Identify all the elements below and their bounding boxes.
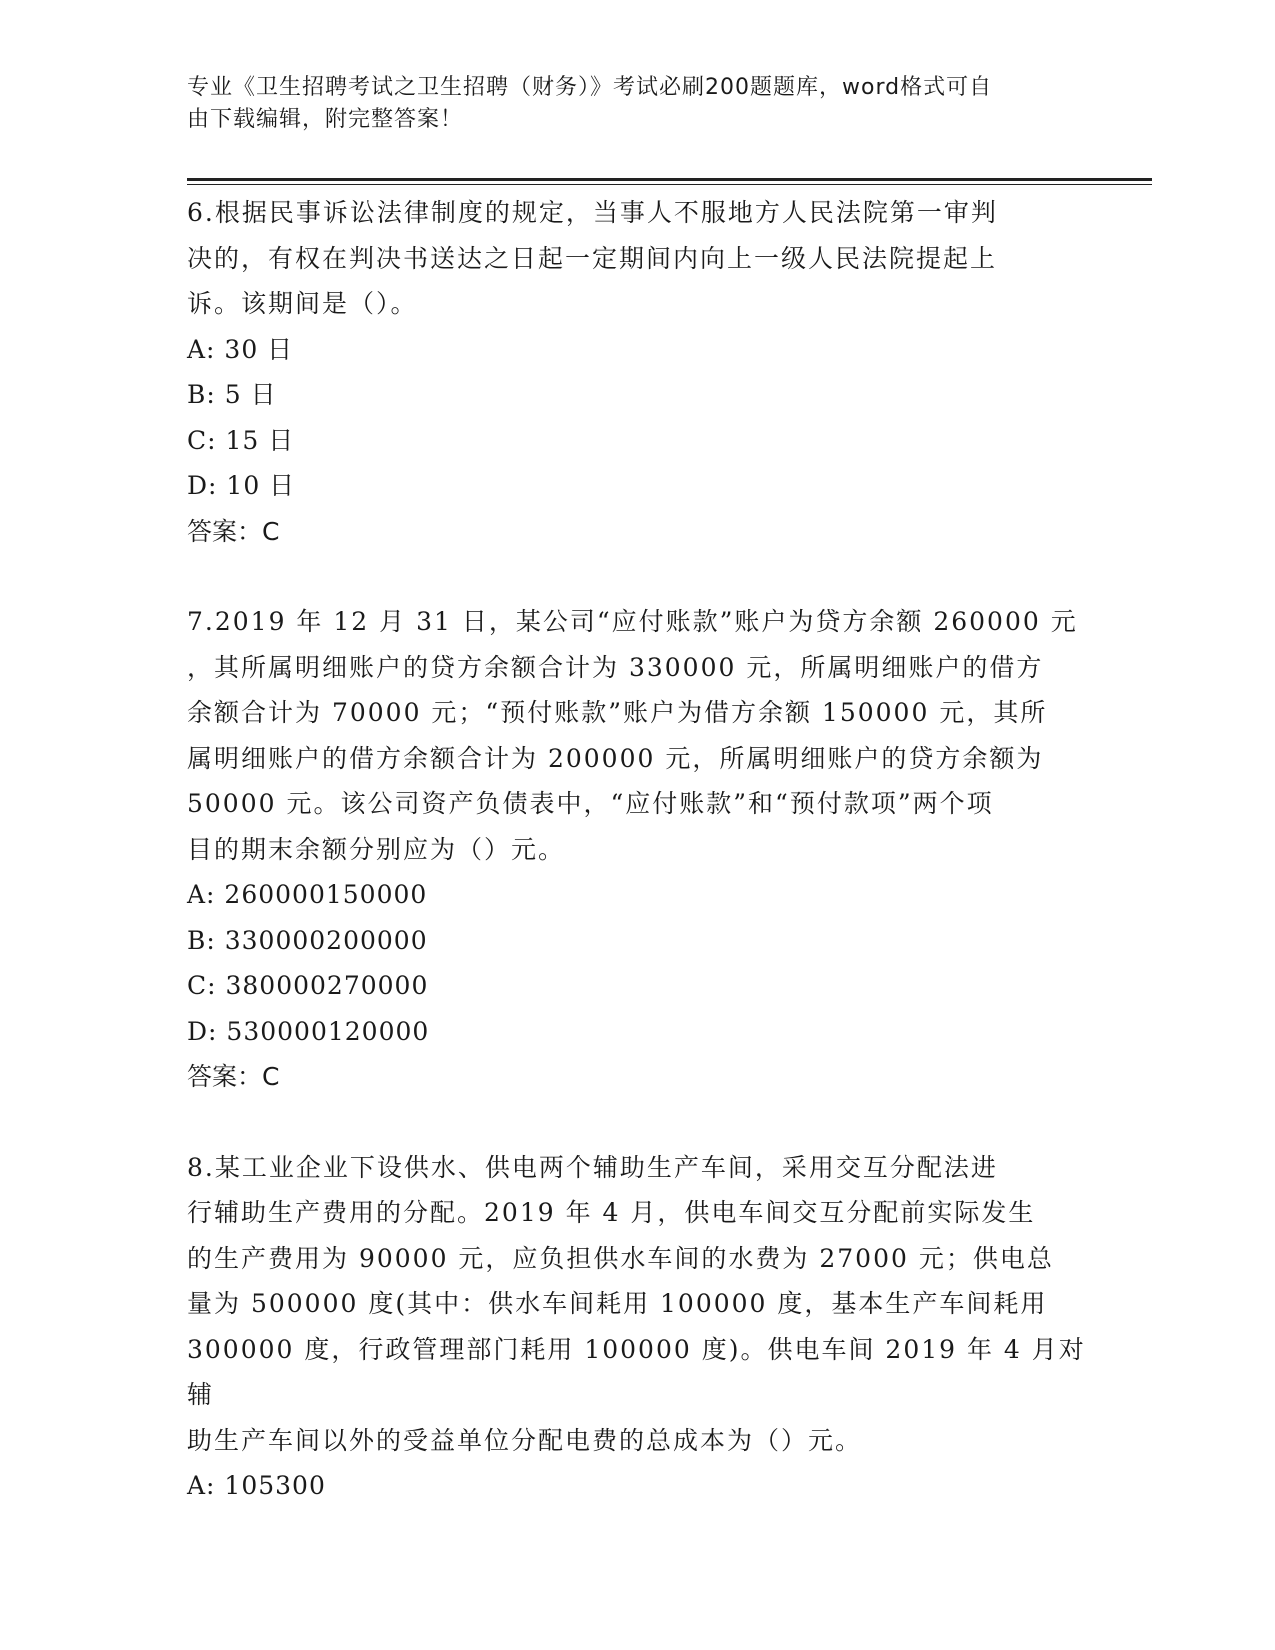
question-text-line: 行辅助生产费用的分配。2019 年 4 月，供电车间交互分配前实际发生 — [187, 1198, 1036, 1227]
question-text-line: 量为 500000 度(其中：供水车间耗用 100000 度，基本生产车间耗用 — [187, 1289, 1048, 1318]
question-text-line: 50000 元。该公司资产负债表中，“应付账款”和“预付款项”两个项 — [187, 789, 994, 818]
question-text-line: ，其所属明细账户的贷方余额合计为 330000 元，所属明细账户的借方 — [187, 652, 1044, 682]
option-b: B: 330000200000 — [187, 925, 428, 955]
question-block-6 — [187, 190, 1087, 554]
header-divider-thick — [187, 178, 1152, 181]
question-text-line: 目的期末余额分别应为（）元。 — [187, 834, 566, 864]
question-text-line: 8.某工业企业下设供水、供电两个辅助生产车间，采用交互分配法进 — [187, 1152, 998, 1182]
question-text-line: 7.2019 年 12 月 31 日，某公司“应付账款”账户为贷方余额 260000 元 — [187, 607, 1078, 636]
option-a: A: 30 日 — [187, 334, 294, 364]
question-text-line: 属明细账户的借方余额合计为 200000 元，所属明细账户的贷方余额为 — [187, 743, 1044, 773]
question-spacer — [187, 554, 1087, 599]
question-text-line: 300000 度，行政管理部门耗用 100000 度)。供电车间 2019 年 4 月对辅 — [187, 1334, 1086, 1409]
answer-line: 答案：C — [187, 1062, 280, 1091]
question-text-line: 决的，有权在判决书送达之日起一定期间内向上一级人民法院提起上 — [187, 243, 998, 273]
option-b: B: 5 日 — [187, 380, 277, 409]
question-text-line: 诉。该期间是（）。 — [187, 289, 418, 318]
question-text-line: 6.根据民事诉讼法律制度的规定，当事人不服地方人民法院第一审判 — [187, 198, 998, 227]
question-text-line: 助生产车间以外的受益单位分配电费的总成本为（）元。 — [187, 1425, 863, 1455]
question-spacer — [187, 1100, 1087, 1145]
option-d: D: 530000120000 — [187, 1016, 430, 1046]
question-list — [187, 190, 1087, 1509]
header-line-1: 专业《卫生招聘考试之卫生招聘（财务）》考试必刷200题题库，word格式可自 — [187, 75, 993, 100]
answer-line: 答案：C — [187, 516, 280, 546]
option-c: C: 15 日 — [187, 425, 295, 455]
document-header — [187, 72, 1067, 136]
question-text-line: 余额合计为 70000 元；“预付账款”账户为借方余额 150000 元，其所 — [187, 698, 1048, 727]
header-divider-thin — [187, 184, 1152, 185]
option-a: A: 260000150000 — [187, 880, 428, 909]
question-block-8 — [187, 1145, 1087, 1509]
header-line-2: 由下载编辑，附完整答案！ — [187, 107, 464, 132]
question-block-7 — [187, 599, 1087, 1100]
question-text-line: 的生产费用为 90000 元，应负担供水车间的水费为 27000 元；供电总 — [187, 1243, 1054, 1273]
option-a: A: 105300 — [187, 1471, 326, 1500]
option-d: D: 10 日 — [187, 471, 296, 500]
option-c: C: 380000270000 — [187, 971, 429, 1000]
